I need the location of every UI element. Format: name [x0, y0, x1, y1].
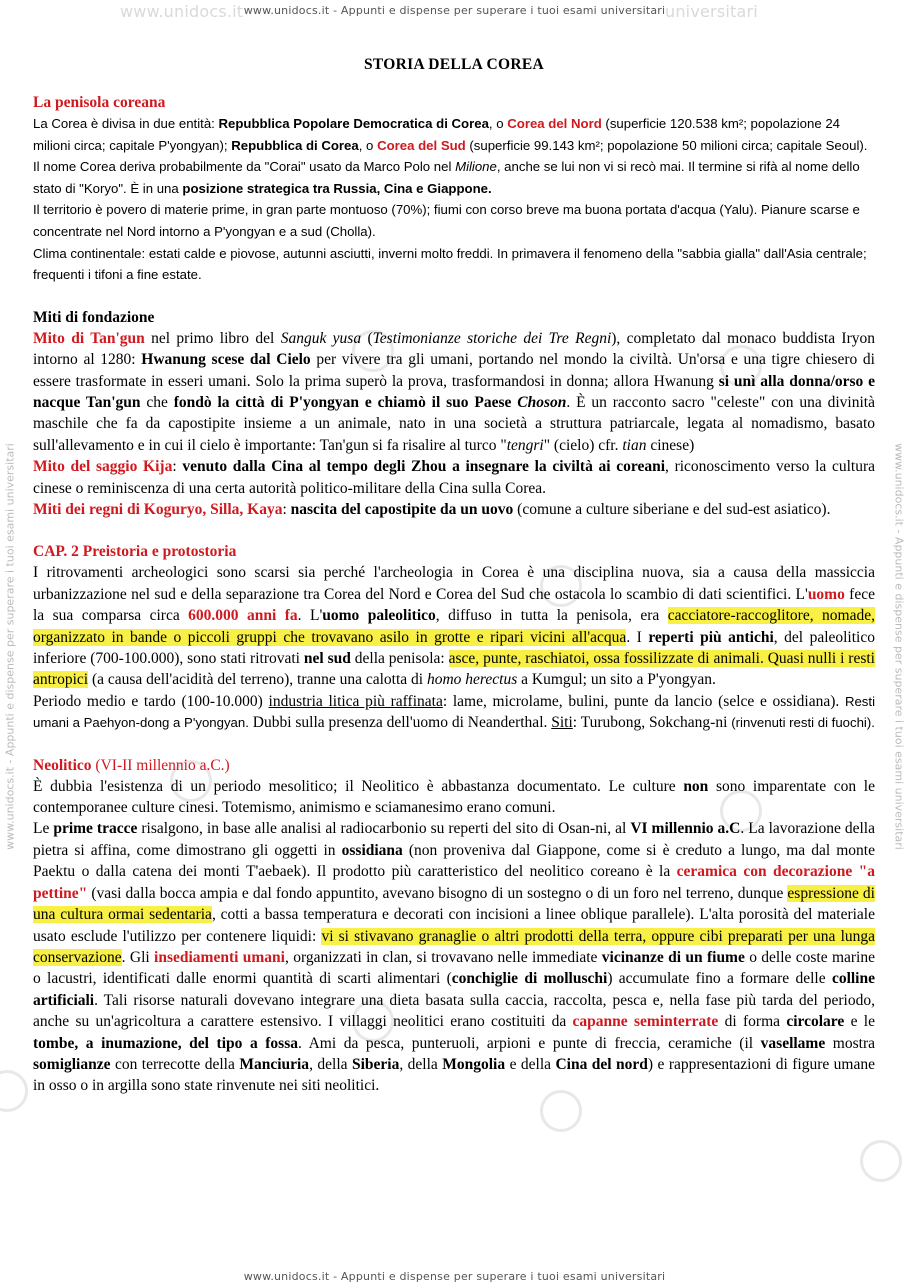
paragraph: Il territorio è povero di materie prime, in gran parte montuoso (70%); fiumi con corso breve ma buona portata d'acqua (Yalu). Pianure scarse e concentrate nel Nord intorno a P'yongyan e a sud (Cholla).	[33, 202, 860, 239]
side-watermark-right: www.unidocs.it - Appunti e dispense per superare i tuoi esami universitari	[892, 443, 906, 850]
paragraph: Periodo medio e tardo (100-10.000) industria litica più raffinata: lame, microlame, bulini, punte da lancio (selce e ossidiana). Resti umani a Paehyon-dong a P'yongyan. Dubbi sulla presenza dell'uomo di Neanderthal. Siti: Turubong, Sokchang-ni (rinvenuti resti di fuochi).	[33, 692, 875, 732]
header-faint-right: universitari	[665, 2, 758, 21]
paragraph: I ritrovamenti archeologici sono scarsi sia perché l'archeologia in Corea è una disciplina nuova, sia a causa della massiccia urbanizzazione nel sud e della separazione tra Corea del Nord e Corea del Sud che ostacola lo scambio di dati scientifici. L'uomo fece la sua comparsa circa 600.000 anni fa. L'uomo paleolitico, diffuso in tutta la penisola, era cacciatore-raccoglitore, nomade, organizzato in bande o piccoli gruppi che trovavano asilo in grotte e ripari vicini all'acqua. I reperti più antichi, del paleolitico inferiore (700-100.000), sono stati ritrovati nel sud della penisola: asce, punte, raschiatoi, ossa fossilizzate di animali. Quasi nulli i resti antropici (a causa dell'acidità del terreno), tranne una calotta di homo herectus a Kumgul; un sito a P'yongyan.	[33, 564, 875, 689]
header-link[interactable]: www.unidocs.it - Appunti e dispense per superare i tuoi esami universitari	[243, 4, 666, 17]
paragraph: Mito di Tan'gun nel primo libro del Sanguk yusa (Testimonianze storiche dei Tre Regni), completato dal monaco buddista Iryon intorno al 1280: Hwanung scese dal Cielo per vivere tra gli umani, portando nel mondo la civiltà. Un'orsa e una tigre chiesero di essere trasformate in esseri umani. Solo la prima superò la prova, trasformandosi in donna; allora Hwanung si unì alla donna/orso e nacque Tan'gun che fondò la città di P'yongyan e chiamò il suo Paese Choson. È un racconto sacro "celeste" con una divinità maschile che fa da capostipite insieme a un animale, nato in una società a struttura patriarcale, legata al nomadismo, basato sull'allevamento e in cui il cielo è importante: Tan'gun si fa risalire al turco "tengri" (cielo) cfr. tian cinese)	[33, 329, 876, 454]
watermark-logo-icon	[0, 1070, 28, 1112]
document-body	[33, 56, 875, 1097]
paragraph: La Corea è divisa in due entità: Repubblica Popolare Democratica di Corea, o Corea del Nord (superficie 120.538 km²; popolazione 24 milioni circa; capitale P'yongyan); Repubblica di Corea, o Corea del Sud (superficie 99.143 km²; popolazione 50 milioni circa; capitale Seoul).	[33, 116, 868, 153]
section-neolitico	[33, 755, 875, 1097]
paragraph: Mito del saggio Kija: venuto dalla Cina al tempo degli Zhou a insegnare la civiltà ai coreani, riconoscimento verso la cultura cinese o reminiscenza di una certa autorità politico-militare della Cina sulla Corea.	[33, 458, 875, 497]
page-header	[0, 2, 909, 21]
section-heading: Miti di fondazione	[33, 308, 155, 326]
footer-link[interactable]: www.unidocs.it - Appunti e dispense per superare i tuoi esami universitari	[243, 1270, 666, 1283]
paragraph: Il nome Corea deriva probabilmente da "Corai" usato da Marco Polo nel Milione, anche se lui non vi si recò mai. Il termine si rifà al nome dello stato di "Koryo". È in una posizione strategica tra Russia, Cina e Giappone.	[33, 159, 860, 196]
paragraph: È dubbia l'esistenza di un periodo mesolitico; il Neolitico è abbastanza documentato. Le culture non sono imparentate con le contemporanee culture cinesi. Totemismo, animismo e sciamanesimo erano comuni.	[33, 777, 875, 817]
section-heading: La penisola coreana	[33, 94, 166, 111]
paragraph: Miti dei regni di Koguryo, Silla, Kaya: nascita del capostipite da un uovo (comune a culture siberiane e del sud-est asiatico).	[33, 501, 831, 518]
header-faint-left: www.unidocs.it	[120, 2, 244, 21]
section-text	[33, 113, 875, 286]
paragraph: Le prime tracce risalgono, in base alle analisi al radiocarbonio su reperti del sito di Osan-ni, al VI millennio a.C. La lavorazione della pietra si affina, come dimostrano gli oggetti in ossidiana (non proveniva dal Giappone, come si è creduto a lungo, ma dal monte Paektu o dalla catena dei monti T'aebaek). Il prodotto più caratteristico del neolitico coreano è la ceramica con decorazione "a pettine" (vasi dalla bocca ampia e dal fondo appuntito, avevano bisogno di un sostegno o di un foro nel terreno, dunque espressione di una cultura ormai sedentaria, cotti a bassa temperatura e decorati con incisioni a linee oblique parallele). L'alta porosità del materiale usato esclude l'utilizzo per contenere liquidi: vi si stivavano granaglie o altri prodotti della terra, oppure cibi preparati per una lunga conservazione. Gli insediamenti umani, organizzati in clan, si trovavano nelle immediate vicinanze di un fiume o delle coste marine o lacustri, identificati dalle enormi quantità di scarti alimentari (conchiglie di molluschi) accumulate fino a formare delle colline artificiali. Tali risorse naturali dovevano integrare una dieta basata sulla caccia, raccolta, pesca e, nella fase più tarda del periodo, anche su un'agricoltura a carattere estensivo. I villaggi neolitici erano costituiti da capanne seminterrate di forma circolare e le tombe, a inumazione, del tipo a fossa. Ami da pesca, punteruoli, arpioni e punte di freccia, ceramiche (il vasellame mostra somiglianze con terrecotte della Manciuria, della Siberia, della Mongolia e della Cina del nord) e rappresentazioni di figure umane in osso o in argilla sono state rinvenute nei siti neolitici.	[33, 820, 876, 1095]
page-title: STORIA DELLA COREA	[364, 56, 544, 73]
section-miti	[33, 307, 875, 521]
section-heading: CAP. 2 Preistoria e protostoria	[33, 543, 237, 561]
page-footer	[0, 1270, 909, 1283]
paragraph: Clima continentale: estati calde e piovose, autunni asciutti, inverni molto freddi. In primavera il fenomeno della "sabbia gialla" dall'Asia centrale; frequenti i tifoni a fine estate.	[33, 245, 867, 283]
section-penisola	[33, 92, 875, 286]
watermark-logo-icon	[860, 1140, 902, 1182]
side-watermark-left: www.unidocs.it - Appunti e dispense per superare i tuoi esami universitari	[3, 443, 17, 850]
section-preistoria	[33, 541, 875, 733]
section-heading: Neolitico (VI-II millennio a.C.)	[33, 756, 230, 774]
